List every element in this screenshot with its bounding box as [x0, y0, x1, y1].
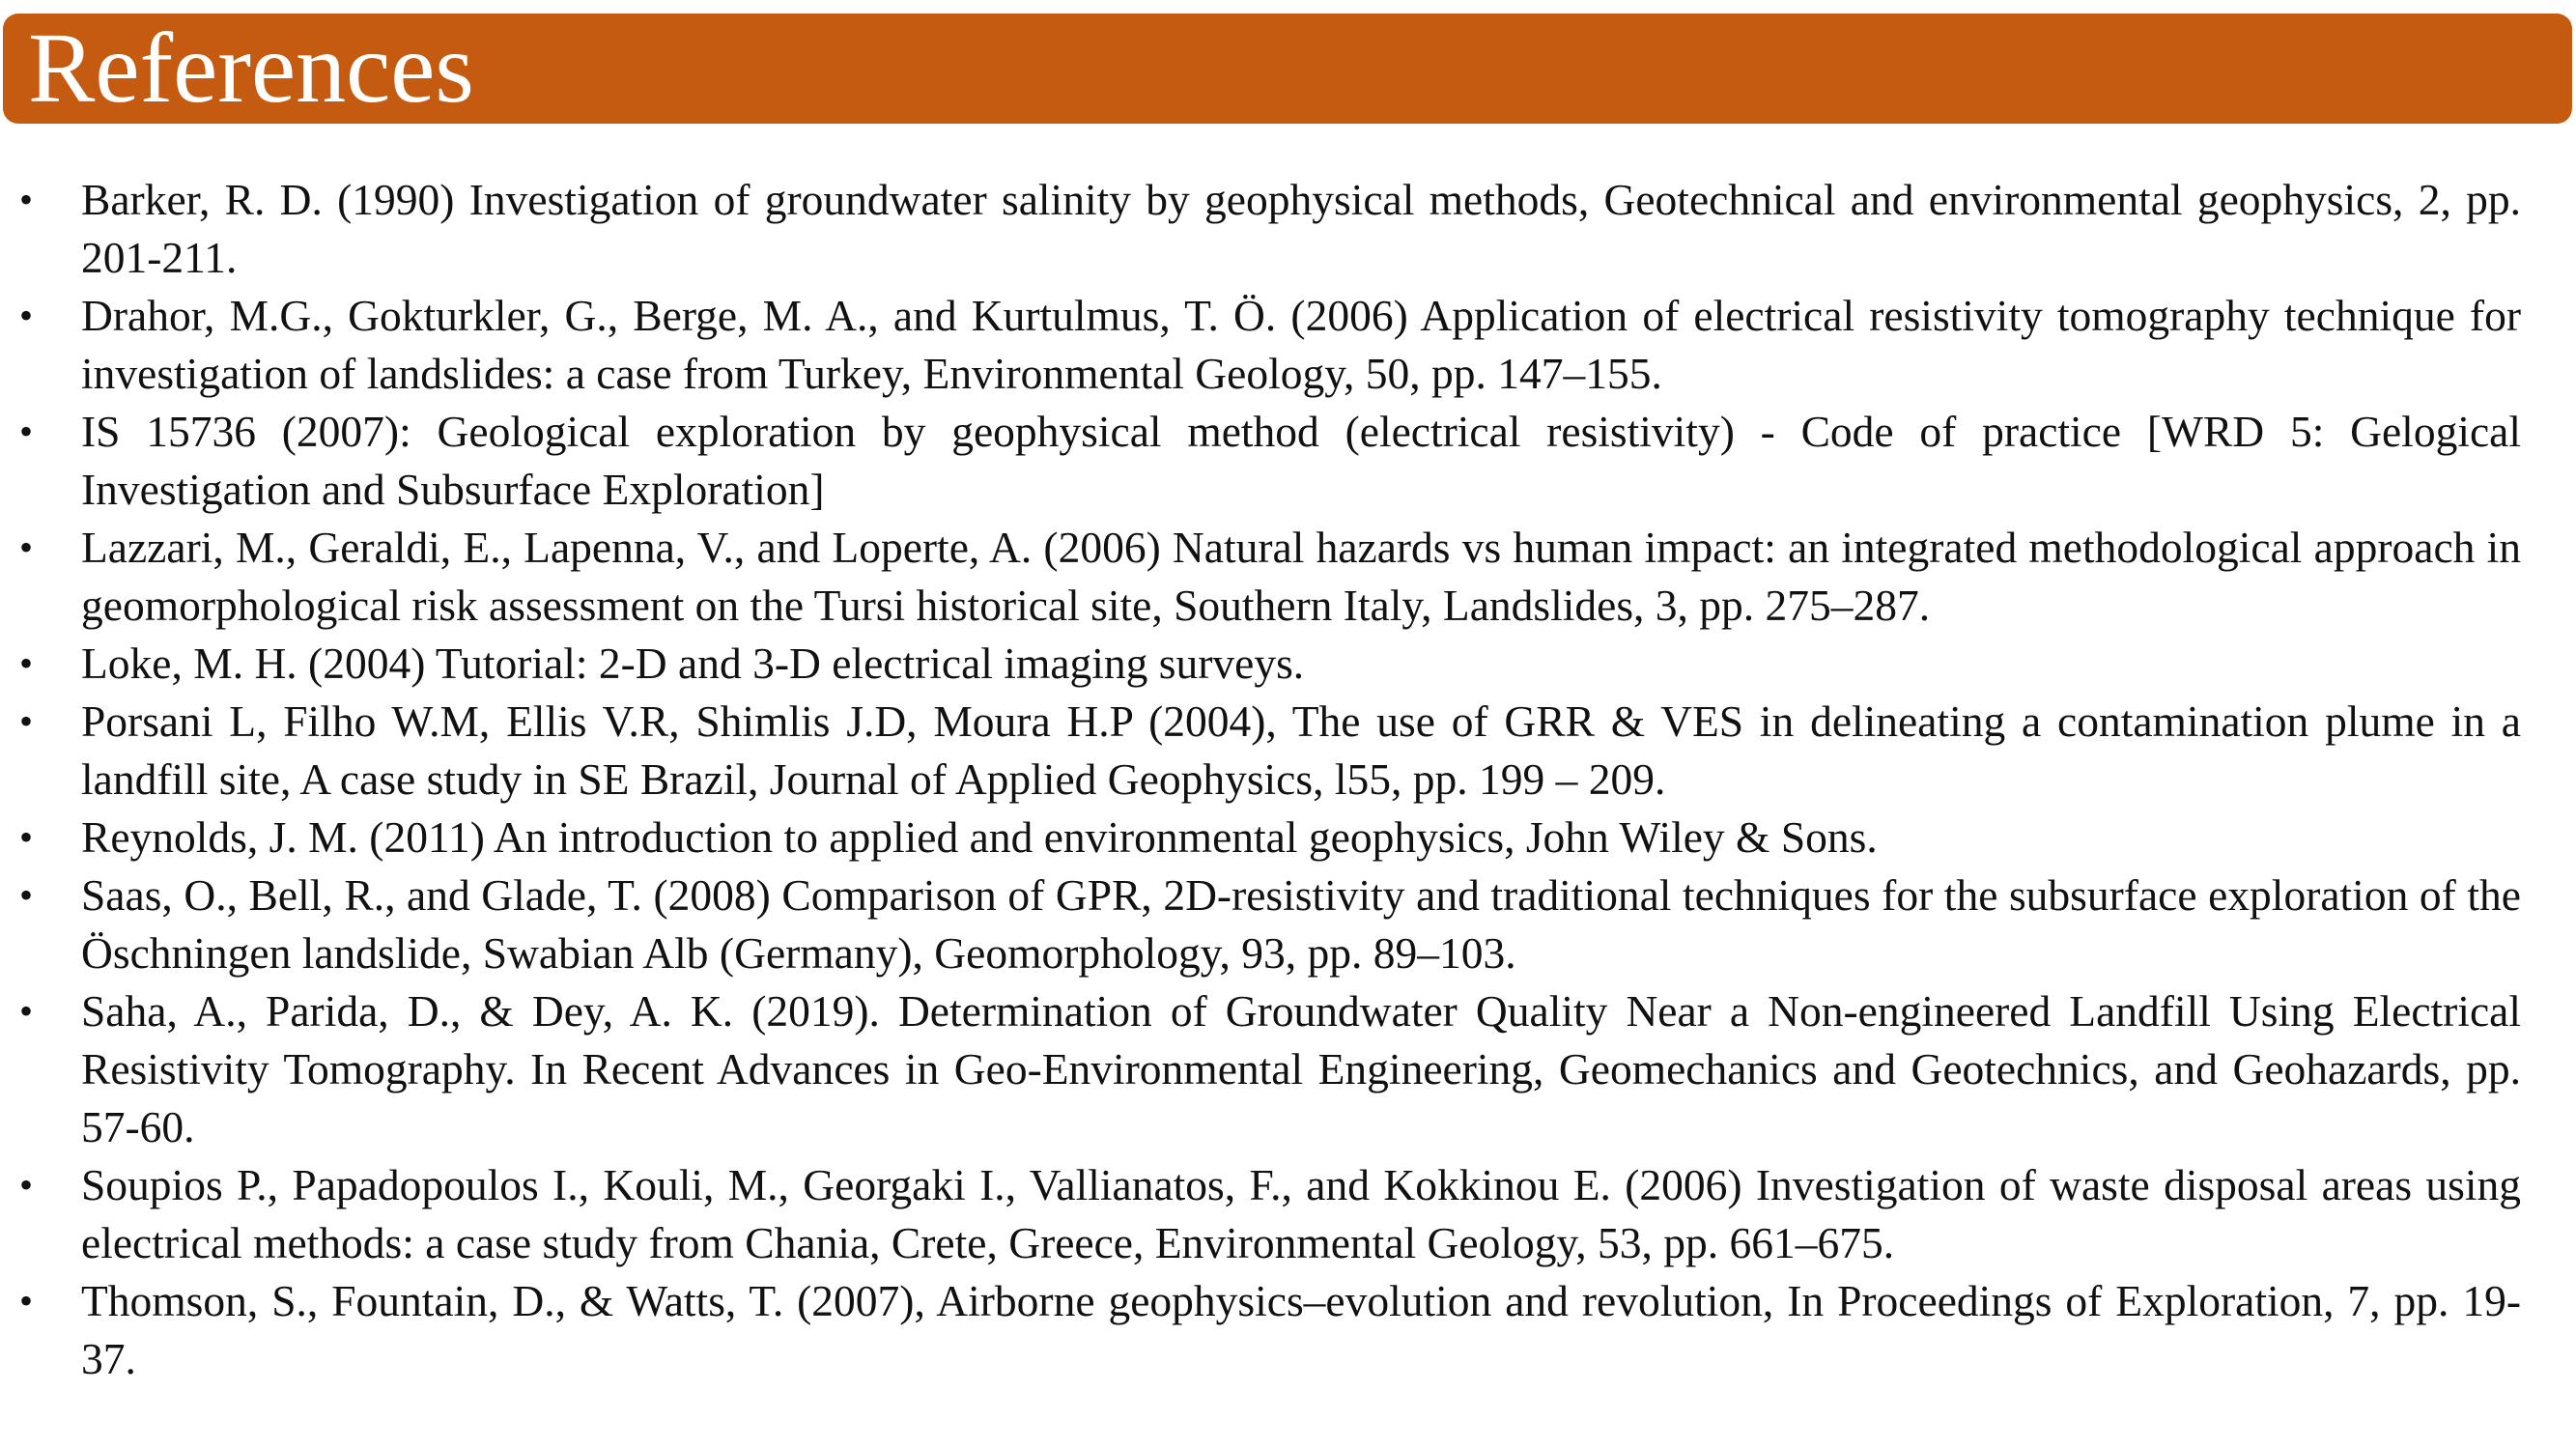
reference-text: Loke, M. H. (2004) Tutorial: 2-D and 3-D electrical imaging surveys.	[81, 639, 1305, 688]
reference-item	[19, 867, 2521, 982]
reference-item	[19, 171, 2521, 287]
reference-item	[19, 1272, 2521, 1388]
reference-item	[19, 809, 2521, 867]
reference-text: Thomson, S., Fountain, D., & Watts, T. (2007), Airborne geophysics–evolution and revolution, In Proceedings of Exploration, 7, pp. 19-37.	[81, 1276, 2521, 1383]
bullet-icon: •	[19, 699, 34, 743]
reference-text: Lazzari, M., Geraldi, E., Lapenna, V., and Loperte, A. (2006) Natural hazards vs human impact: an integrated methodological approach in geomorphological risk assessment on the Tursi historical site, Southern Italy, Landslides, 3, pp. 275–287.	[81, 523, 2521, 630]
bullet-icon: •	[19, 410, 34, 453]
reference-list	[19, 171, 2521, 1388]
reference-text: Saas, O., Bell, R., and Glade, T. (2008) Comparison of GPR, 2D-resistivity and traditional techniques for the subsurface exploration of the Öschningen landslide, Swabian Alb (Germany), Geomorphology, 93, pp. 89–103.	[81, 870, 2521, 978]
reference-text: IS 15736 (2007): Geological exploration by geophysical method (electrical resistivity) - Code of practice [WRD 5: Gelogical Investigation and Subsurface Exploration]	[81, 407, 2521, 514]
bullet-icon: •	[19, 294, 34, 337]
reference-item	[19, 635, 2521, 693]
reference-text: Soupios P., Papadopoulos I., Kouli, M., Georgaki I., Vallianatos, F., and Kokkinou E. (2006) Investigation of waste disposal areas using electrical methods: a case study from Chania, Crete, Greece, Environmental Geology, 53, pp. 661–675.	[81, 1160, 2521, 1267]
bullet-icon: •	[19, 815, 34, 859]
bullet-icon: •	[19, 526, 34, 569]
reference-text: Barker, R. D. (1990) Investigation of groundwater salinity by geophysical methods, Geotechnical and environmental geophysics, 2, pp. 201-211.	[81, 175, 2521, 282]
bullet-icon: •	[19, 989, 34, 1033]
reference-item	[19, 693, 2521, 809]
reference-item	[19, 519, 2521, 635]
reference-item	[19, 1156, 2521, 1272]
bullet-icon: •	[19, 873, 34, 917]
reference-text: Reynolds, J. M. (2011) An introduction to applied and environmental geophysics, John Wiley & Sons.	[81, 812, 1878, 862]
reference-item	[19, 982, 2521, 1156]
reference-item	[19, 403, 2521, 519]
reference-item	[19, 287, 2521, 403]
bullet-icon: •	[19, 641, 34, 685]
title-bar	[3, 14, 2572, 124]
slide-title: References	[28, 13, 474, 124]
reference-text: Drahor, M.G., Gokturkler, G., Berge, M. A., and Kurtulmus, T. Ö. (2006) Application of electrical resistivity tomography technique for investigation of landslides: a case from Turkey, Environmental Geology, 50, pp. 147–155.	[81, 291, 2521, 398]
reference-text: Saha, A., Parida, D., & Dey, A. K. (2019). Determination of Groundwater Quality Near a Non-engineered Landfill Using Electrical Resistivity Tomography. In Recent Advances in Geo-Environmental Engineering, Geomechanics and Geotechnics, and Geohazards, pp. 57-60.	[81, 986, 2521, 1151]
bullet-icon: •	[19, 178, 34, 221]
reference-text: Porsani L, Filho W.M, Ellis V.R, Shimlis J.D, Moura H.P (2004), The use of GRR & VES in delineating a contamination plume in a landfill site, A case study in SE Brazil, Journal of Applied Geophysics, l55, pp. 199 – 209.	[81, 696, 2521, 804]
bullet-icon: •	[19, 1163, 34, 1207]
bullet-icon: •	[19, 1279, 34, 1322]
